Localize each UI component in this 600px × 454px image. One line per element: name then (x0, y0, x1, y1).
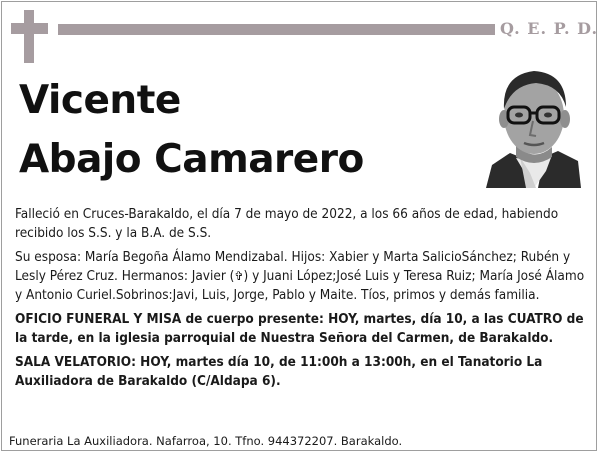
death-notice-paragraph: Falleció en Cruces-Barakaldo, el día 7 de mayo de 2022, a los 66 años de edad, habiendo recibido los S.S. y la B.A. de S.S. (15, 206, 559, 241)
funeral-paragraph: OFICIO FUNERAL Y MISA de cuerpo presente: HOY, martes, día 10, a las CUATRO de la tarde, en la iglesia parroquial de Nuestra Señora del Carmen, de Barakaldo. (15, 311, 584, 346)
deceased-first-name: Vicente (19, 78, 181, 123)
wake-paragraph: SALA VELATORIO: HOY, martes día 10, de 11:00h a 13:00h, en el Tanatorio La Auxiliadora de Barakaldo (C/Aldapa 6). (15, 354, 543, 389)
deceased-surnames: Abajo Camarero (19, 137, 364, 182)
header-bar (58, 24, 495, 35)
obituary-body (15, 205, 585, 396)
family-paragraph (15, 248, 585, 305)
family-text-end: ) y Juani López;José Luis y Teresa Ruiz; María José Álamo y Antonio Curiel.Sobrinos:Javi, Luis, Jorge, Pablo y Maite. Tíos, primos y demás familia. (15, 268, 585, 303)
family-text-start: Su esposa: María Begoña Álamo Mendizabal. Hijos: Xabier y Marta SalicioSánchez; Rubén y Lesly Pérez Cruz. Hermanos: Javier ( (15, 249, 571, 284)
funeral-home-footer: Funeraria La Auxiliadora. Nafarroa, 10. Tfno. 944372207. Barakaldo. (9, 434, 403, 448)
qepd-label: Q. E. P. D. (500, 19, 599, 38)
deceased-cross-icon: ✞ (234, 269, 244, 283)
portrait-photo (486, 61, 581, 188)
